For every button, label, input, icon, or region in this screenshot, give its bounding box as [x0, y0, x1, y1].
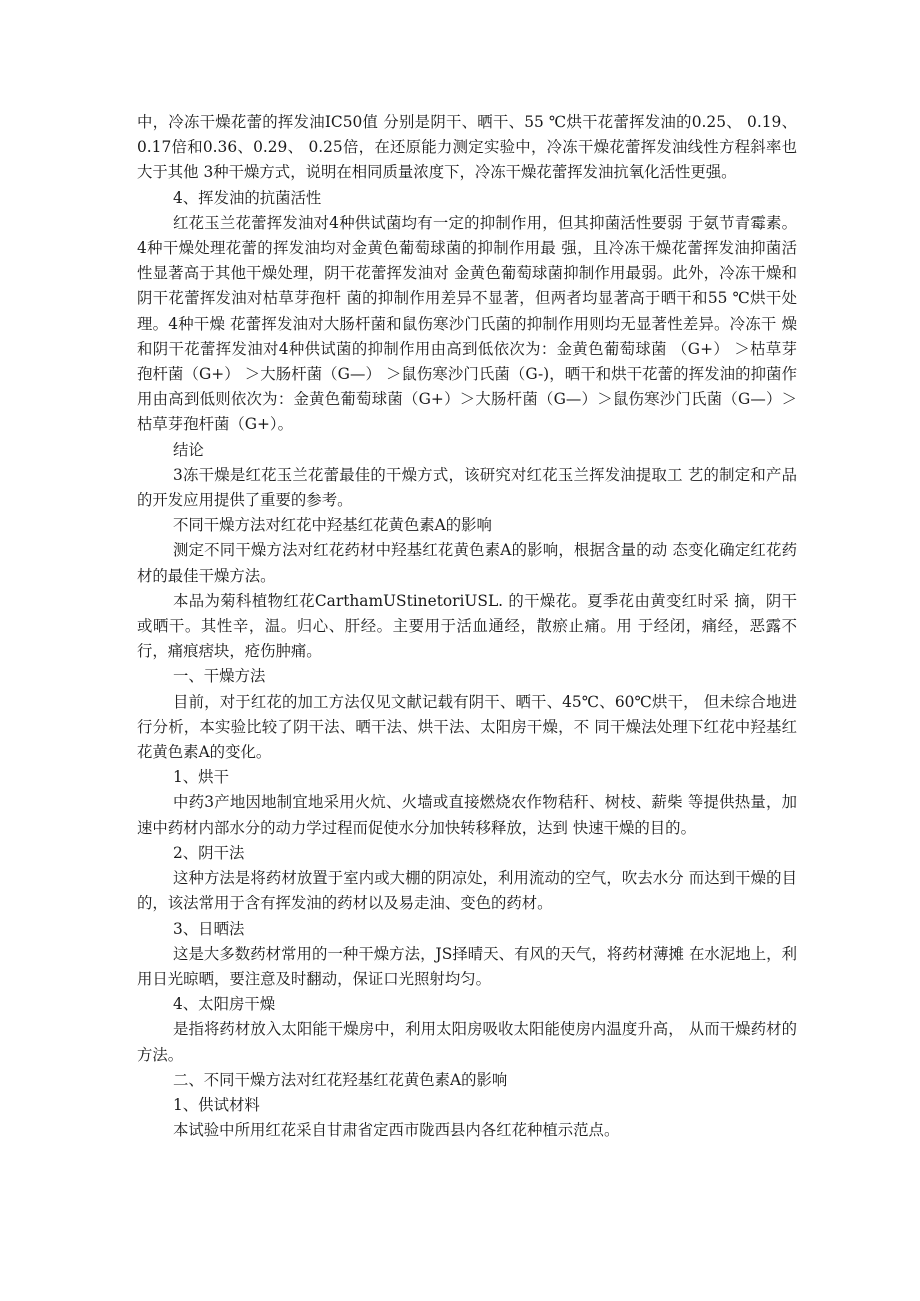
- paragraph-antioxidant-summary: 中，冷冻干燥花蕾的挥发油IC50值 分别是阴干、晒干、55 ℃烘干花蕾挥发油的0.25、 0.19、0.17倍和0.36、0.29、 0.25倍，在还原能力测定实验中，冷冻干燥花蕾挥发油线性方程斜率也大于其他 3种干燥方式，说明在相同质量浓度下，冷冻干燥花蕾挥发油抗氧化活性更强。: [137, 113, 797, 182]
- document-page: [137, 110, 797, 1143]
- paragraph-methods-overview: 目前，对于红花的加工方法仅见文献记载有阴干、晒干、45℃、60℃烘干， 但未综合地进行分析，本实验比较了阴干法、晒干法、烘干法、太阳房干燥，不 同干燥法处理下红花中羟基红花黄色素A的变化。: [137, 692, 797, 762]
- heading-section-one: 一、干燥方法: [173, 667, 266, 686]
- heading-drying-methods-safflower: 不同干燥方法对红花中羟基红花黄色素A的影响: [173, 516, 492, 535]
- paragraph-oven-drying: 中药3产地因地制宜地采用火炕、火墙或直接燃烧农作物秸秆、树枝、薪柴 等提供热量，加速中药材内部水分的动力学过程而促使水分加快转移释放，达到 快速干燥的目的。: [137, 793, 797, 837]
- paragraph-objective: 测定不同干燥方法对红花药材中羟基红花黄色素A的影响，根据含量的动 态变化确定红花药材的最佳干燥方法。: [137, 541, 797, 585]
- heading-oven-drying: 1、烘干: [173, 768, 229, 787]
- heading-sun-drying: 3、日晒法: [173, 919, 245, 938]
- heading-test-materials: 1、供试材料: [173, 1095, 260, 1114]
- heading-solar-house-drying: 4、太阳房干燥: [173, 995, 276, 1014]
- paragraph-sun-drying: 这是大多数药材常用的一种干燥方法，JS择晴天、有风的天气，将药材薄摊 在水泥地上，利用日光晾晒，要注意及时翻动，保证口光照射均匀。: [137, 944, 797, 988]
- heading-section-two: 二、不同干燥方法对红花羟基红花黄色素A的影响: [173, 1070, 508, 1089]
- paragraph-product-description: 本品为菊科植物红花CarthamUStinetoriUSL. 的干燥花。夏季花由黄变红时采 摘，阴干或晒干。其性辛，温。归心、肝经。主要用于活血通经，散瘀止痛。用 于经闭，痛经，恶露不行，痛痕痞块，疮伤肿痛。: [137, 591, 797, 661]
- paragraph-antibacterial-results: 红花玉兰花蕾挥发油对4种供试菌均有一定的抑制作用，但其抑菌活性要弱 于氨节青霉素。4种干燥处理花蕾的挥发油均对金黄色葡萄球菌的抑制作用最 强，且冷冻干燥花蕾挥发油抑菌活性显著高于其他干燥处理，阴干花蕾挥发油对 金黄色葡萄球菌抑制作用最弱。此外，冷冻干燥和阴干花蕾挥发油对枯草芽孢杆 菌的抑制作用差异不显著，但两者均显著高于晒干和55 ℃烘干处理。4种干燥 花蕾挥发油对大肠杆菌和鼠伤寒沙门氏菌的抑制作用则均无显著性差异。冷冻干 燥和阴干花蕾挥发油对4种供试菌的抑制作用由高到低依次为：金黄色葡萄球菌 （G+） ＞枯草芽孢杆菌（G+） ＞大肠杆菌（G—） ＞鼠伤寒沙门氏菌（G-)，晒干和烘干花蕾的挥发油的抑菌作用由高到低则依次为：金黄色葡萄球菌（G+）＞大肠杆菌（G—）＞鼠伤寒沙门氏菌（G—）＞枯草芽孢杆菌（G+）。: [137, 213, 797, 434]
- heading-conclusion: 结论: [173, 440, 204, 459]
- paragraph-test-materials: 本试验中所用红花采自甘肃省定西市陇西县内各红花种植示范点。: [173, 1121, 620, 1140]
- paragraph-conclusion: 3冻干燥是红花玉兰花蕾最佳的干燥方式，该研究对红花玉兰挥发油提取工 艺的制定和产品的开发应用提供了重要的参考。: [137, 465, 797, 510]
- heading-shade-drying: 2、阴干法: [173, 843, 245, 862]
- paragraph-shade-drying: 这种方法是将药材放置于室内或大棚的阴凉处，利用流动的空气，吹去水分 而达到干燥的目的，该法常用于含有挥发油的药材以及易走油、变色的药材。: [137, 869, 797, 913]
- paragraph-solar-house-drying: 是指将药材放入太阳能干燥房中，利用太阳房吸收太阳能使房内温度升高， 从而干燥药材的方法。: [137, 1020, 797, 1064]
- heading-antibacterial-activity: 4、挥发油的抗菌活性: [173, 188, 322, 207]
